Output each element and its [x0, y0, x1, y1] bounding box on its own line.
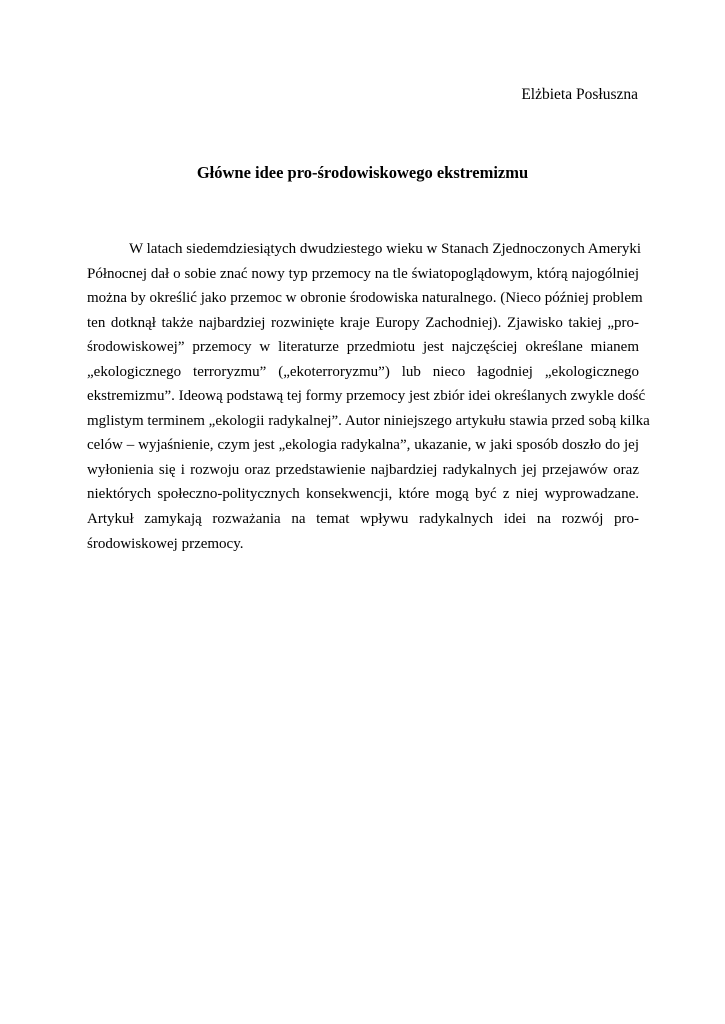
paragraph-line: ekstremizmu”. Ideową podstawą tej formy przemocy jest zbiór idei określanych zwykle dość: [87, 388, 646, 405]
abstract-paragraph: [87, 237, 650, 556]
paragraph-line: wyłonienia się i rozwoju oraz przedstawienie najbardziej radykalnych jej przejawów oraz: [87, 461, 639, 478]
article-title: Główne idee pro-środowiskowego ekstremizmu: [196, 163, 529, 182]
paragraph-line: środowiskowej” przemocy w literaturze przedmiotu jest najczęściej określane mianem: [87, 339, 639, 356]
paragraph-line: środowiskowej przemocy.: [87, 535, 244, 552]
paragraph-line: niektórych społeczno-politycznych konsekwencji, które mogą być z niej wyprowadzane.: [87, 486, 639, 503]
paragraph-line: W latach siedemdziesiątych dwudziestego wieku w Stanach Zjednoczonych Ameryki: [129, 241, 642, 257]
paragraph-line: „ekologicznego terroryzmu” („ekoterroryzmu”) lub nieco łagodniej „ekologicznego: [87, 363, 639, 380]
paragraph-line: Artykuł zamykają rozważania na temat wpływu radykalnych idei na rozwój pro-: [87, 511, 639, 528]
author-name: Elżbieta Posłuszna: [521, 86, 638, 103]
paragraph-line: ten dotknął także najbardziej rozwinięte kraje Europy Zachodniej). Zjawisko takiej „pro-: [87, 314, 639, 331]
paragraph-line: celów – wyjaśnienie, czym jest „ekologia radykalna”, ukazanie, w jaki sposób doszło do jej: [87, 437, 639, 454]
paragraph-line: mglistym terminem „ekologii radykalnej”. Autor niniejszego artykułu stawia przed sobą kilka: [87, 412, 650, 429]
paragraph-line: Północnej dał o sobie znać nowy typ przemocy na tle światopoglądowym, którą najogólniej: [87, 265, 639, 282]
paragraph-line: można by określić jako przemoc w obronie środowiska naturalnego. (Nieco później problem: [87, 290, 643, 307]
